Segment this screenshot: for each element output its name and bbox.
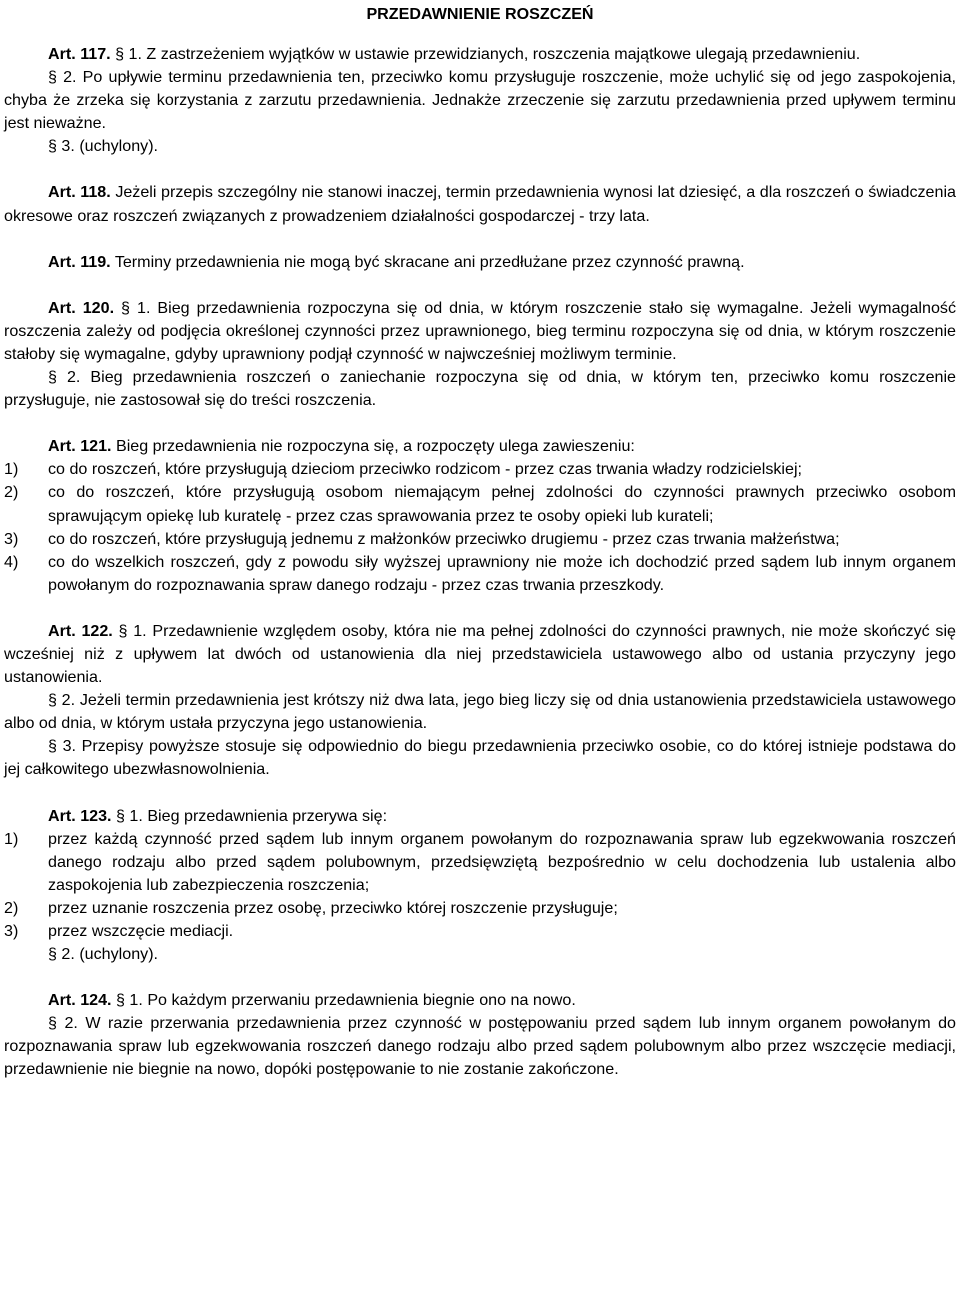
art117-par2: § 2. Po upływie terminu przedawnienia ten, przeciwko komu przysługuje roszczenie, może uchylić się od jego zaspokojenia, chyba że zrzeka się korzystania z zarzutu przedawnienia. Jednakże zrzeczenie się zarzutu przedawnienia przed upływem terminu jest nieważne. [4,68,956,133]
article-label: Art. 123. [48,806,112,825]
art124-par1 [4,989,956,1012]
article-123 [4,805,956,967]
art123-intro [4,805,956,828]
article-124 [4,989,956,1081]
list-item [4,920,956,943]
article-label: Art. 119. [48,252,111,271]
list-item-text: co do wszelkich roszczeń, gdy z powodu siły wyższej uprawniony nie może ich dochodzić przed sądem lub innym organem powołanym do rozpoznawania spraw danego rodzaju - przez czas trwania przeszkody. [48,552,956,594]
art117-par3: § 3. (uchylony). [48,137,159,156]
art122-par3: § 3. Przepisy powyższe stosuje się odpowiednio do biegu przedawnienia przeciwko osobie, co do której istnieje podstawa do jej całkowitego ubezwłasnowolnienia. [4,737,956,779]
list-item-number: 4) [4,552,19,571]
article-117 [4,43,956,158]
art124-par2: § 2. W razie przerwania przedawnienia przez czynność w postępowaniu przed sądem lub innym organem powołanym do rozpoznawania spraw lub egzekwowania roszczeń danego rodzaju albo przed sądem polubownym albo przez wszczęcie mediacji, przedawnienie nie biegnie na nowo, dopóki postępowanie to nie zostanie zakończone. [4,1014,956,1079]
list-item [4,551,956,597]
document-title: PRZEDAWNIENIE ROSZCZEŃ [366,5,594,23]
article-label: Art. 117. [48,45,111,63]
list-item-number: 1) [4,829,19,848]
article-label: Art. 118. [48,183,111,202]
list-item-text: przez wszczęcie mediacji. [48,922,234,940]
article-120 [4,297,956,412]
article-label: Art. 124. [48,991,112,1010]
art118-text [4,181,956,227]
article-label: Art. 121. [48,437,112,456]
art117-par1 [4,43,956,66]
list-item-text: co do roszczeń, które przysługują osobom niemającym pełnej zdolności do czynności prawnych przeciwko osobom sprawującym opiekę lub kuratelę - przez czas sprawowania przez te osoby opieki lub kurateli; [48,483,956,525]
list-item [4,897,956,920]
article-118 [4,181,956,227]
list-item [4,481,956,527]
list-item-text: co do roszczeń, które przysługują dzieciom przeciwko rodzicom - przez czas trwania władzy rodzicielskiej; [48,460,802,479]
list-item-text: przez każdą czynność przed sądem lub innym organem powołanym do rozpoznawania spraw lub egzekwowania roszczeń danego rodzaju albo przed sądem polubownym, przedsięwziętą bezpośrednio w celu dochodzenia lub ustalenia albo zaspokojenia lub zabezpieczenia roszczenia; [48,829,956,894]
art122-par2: § 2. Jeżeli termin przedawnienia jest krótszy niż dwa lata, jego bieg liczy się od dnia ustanowienia przedstawiciela ustawowego albo od dnia, w którym ustała przyczyna jego ustanowienia. [4,691,956,733]
list-item-text: przez uznanie roszczenia przez osobę, przeciwko której roszczenie przysługuje; [48,898,618,917]
art121-list [4,458,956,597]
art119-text [4,251,956,274]
article-119 [4,251,956,274]
article-label: Art. 122. [48,621,113,640]
list-item-number: 2) [4,483,19,502]
art120-par1 [4,297,956,366]
paragraph-text: § 1. Bieg przedawnienia rozpoczyna się od dnia, w którym roszczenie stało się wymagalne. Jeżeli wymagalność roszczenia zależy od podjęcia określonej czynności przez uprawnionego, bieg terminu rozpoczyna się od dnia, w którym roszczenie stałoby się wymagalne, gdyby uprawniony podjął czynność w najwcześniej możliwym terminie. [4,298,956,363]
list-item-number: 3) [4,922,19,940]
article-121 [4,435,956,597]
art121-intro [4,435,956,458]
article-label: Art. 120. [48,298,115,317]
paragraph-text: Bieg przedawnienia nie rozpoczyna się, a rozpoczęty ulega zawieszeniu: [116,437,635,456]
list-item-number: 1) [4,460,19,479]
art123-par2: § 2. (uchylony). [48,945,159,964]
art120-par2: § 2. Bieg przedawnienia roszczeń o zaniechanie rozpoczyna się od dnia, w którym ten, przeciwko komu roszczenie przysługuje, nie zastosował się do treści roszczenia. [4,368,956,410]
paragraph-text: § 1. Przedawnienie względem osoby, która nie ma pełnej zdolności do czynności prawnych, nie może skończyć się wcześniej niż z upływem lat dwóch od ustanowienia dla niej przedstawiciela ustawowego albo od ustania przyczyny jego ustanowienia. [4,621,956,687]
article-122 [4,620,956,782]
paragraph-text: § 1. Z zastrzeżeniem wyjątków w ustawie przewidzianych, roszczenia majątkowe ulegają przedawnieniu. [115,45,861,63]
art122-par1 [4,620,956,689]
paragraph-text: Terminy przedawnienia nie mogą być skracane ani przedłużane przez czynność prawną. [114,252,745,271]
paragraph-text: § 1. Po każdym przerwaniu przedawnienia biegnie ono na nowo. [116,991,576,1010]
paragraph-text: § 1. Bieg przedawnienia przerywa się: [116,806,388,825]
list-item [4,828,956,897]
list-item [4,528,956,551]
paragraph-text: Jeżeli przepis szczególny nie stanowi inaczej, termin przedawnienia wynosi lat dziesięć, a dla roszczeń o świadczenia okresowe oraz roszczeń związanych z prowadzeniem działalności gospodarczej - trzy lata. [4,183,956,225]
list-item-text: co do roszczeń, które przysługują jednemu z małżonków przeciwko drugiemu - przez czas trwania małżeństwa; [48,529,840,548]
list-item [4,458,956,481]
art123-list [4,828,956,943]
list-item-number: 2) [4,898,19,917]
list-item-number: 3) [4,529,19,548]
